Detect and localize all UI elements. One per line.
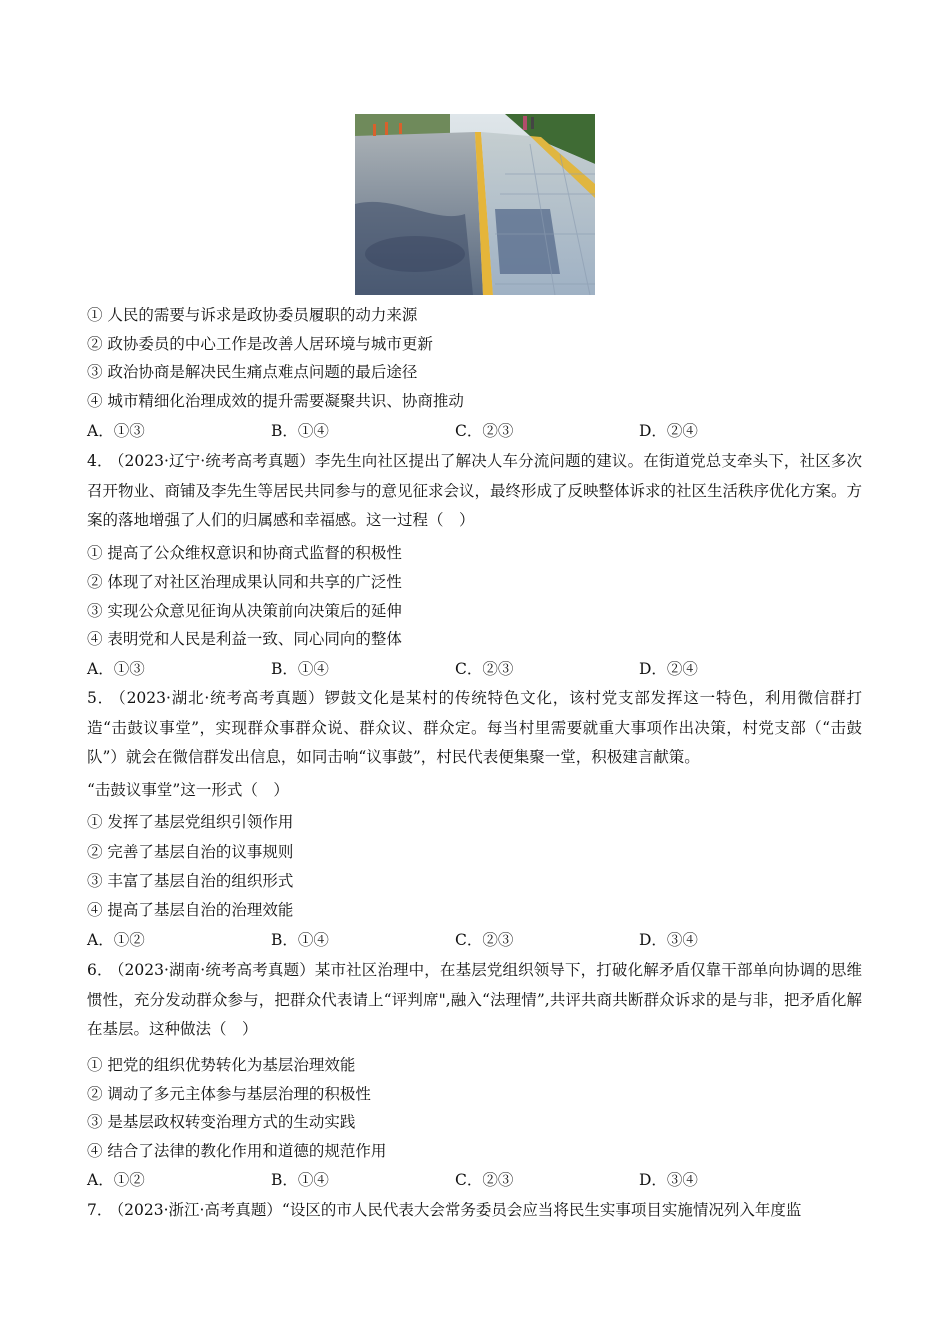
q4-item-1: ① 提高了公众维权意识和协商式监督的积极性 bbox=[87, 544, 402, 562]
q5-item-3: ③ 丰富了基层自治的组织形式 bbox=[87, 872, 294, 890]
q6-item-4: ④ 结合了法律的教化作用和道德的规范作用 bbox=[87, 1142, 387, 1160]
q4-option-d: D．②④ bbox=[639, 660, 698, 678]
q5-option-c: C．②③ bbox=[455, 931, 514, 949]
q7-stem-text: （2023·浙江·高考真题）“设区的市人民代表大会常务委员会应当将民生实事项目实施情况列入年度监 bbox=[116, 1201, 802, 1219]
q6-stem-text: （2023·湖南·统考高考真题）某市社区治理中，在基层党组织领导下，打破化解矛盾仅靠干部单向协调的思维惯性，充分发动群众参与，把群众代表请上“评判席",融入“法理情”,共评共商共断群众诉求的是与非，把矛盾化解在基层。这种做法（ ） bbox=[87, 961, 862, 1038]
q4-option-b: B．①④ bbox=[271, 660, 329, 678]
q3-item-2: ② 政协委员的中心工作是改善人居环境与城市更新 bbox=[87, 335, 433, 353]
q6-item-3: ③ 是基层政权转变治理方式的生动实践 bbox=[87, 1113, 356, 1131]
q4-stem-text: （2023·辽宁·统考高考真题）李先生向社区提出了解决人车分流问题的建议。在街道党总支牵头下，社区多次召开物业、商铺及李先生等居民共同参与的意见征求会议，最终形成了反映整体诉求的社区生活秩序优化方案。方案的落地增强了人们的归属感和幸福感。这一过程（ ） bbox=[87, 452, 863, 529]
q6-item-1: ① 把党的组织优势转化为基层治理效能 bbox=[87, 1056, 356, 1074]
q5-item-2: ② 完善了基层自治的议事规则 bbox=[87, 843, 294, 861]
q6-option-d: D．③④ bbox=[639, 1171, 698, 1189]
q5-item-4: ④ 提高了基层自治的治理效能 bbox=[87, 901, 294, 919]
q4-item-2: ② 体现了对社区治理成果认同和共享的广泛性 bbox=[87, 573, 402, 591]
q6-option-c: C．②③ bbox=[455, 1171, 514, 1189]
q5-stem-last: “击鼓议事堂”这一形式（ ） bbox=[87, 781, 289, 799]
q6-item-2: ② 调动了多元主体参与基层治理的积极性 bbox=[87, 1085, 371, 1103]
q4-stem bbox=[87, 447, 862, 536]
street-photo bbox=[355, 114, 595, 295]
q4-option-a: A．①③ bbox=[87, 660, 145, 678]
q3-item-4: ④ 城市精细化治理成效的提升需要凝聚共识、协商推动 bbox=[87, 392, 464, 410]
q3-option-a: A．①③ bbox=[87, 422, 145, 440]
q4-item-3: ③ 实现公众意见征询从决策前向决策后的延伸 bbox=[87, 602, 402, 620]
q7-number: 7． bbox=[87, 1201, 113, 1219]
q5-item-1: ① 发挥了基层党组织引领作用 bbox=[87, 813, 294, 831]
q7-stem bbox=[87, 1196, 862, 1226]
q3-option-d: D．②④ bbox=[639, 422, 698, 440]
q4-item-4: ④ 表明党和人民是利益一致、同心同向的整体 bbox=[87, 630, 402, 648]
q5-stem bbox=[87, 684, 862, 773]
q6-option-b: B．①④ bbox=[271, 1171, 329, 1189]
q5-option-b: B．①④ bbox=[271, 931, 329, 949]
q6-number: 6． bbox=[87, 961, 113, 979]
q4-number: 4． bbox=[87, 452, 113, 470]
q3-item-3: ③ 政治协商是解决民生痛点难点问题的最后途径 bbox=[87, 363, 418, 381]
q3-option-b: B．①④ bbox=[271, 422, 329, 440]
q5-number: 5． bbox=[87, 689, 114, 707]
q5-option-a: A．①② bbox=[87, 931, 145, 949]
q3-option-c: C．②③ bbox=[455, 422, 514, 440]
q6-stem bbox=[87, 956, 862, 1045]
q5-option-d: D．③④ bbox=[639, 931, 698, 949]
q3-item-1: ① 人民的需要与诉求是政协委员履职的动力来源 bbox=[87, 306, 418, 324]
q4-option-c: C．②③ bbox=[455, 660, 514, 678]
q5-stem-text: （2023·湖北·统考高考真题）锣鼓文化是某村的传统特色文化，该村党支部发挥这一特色，利用微信群打造“击鼓议事堂”，实现群众事群众说、群众议、群众定。每当村里需要就重大事项作出决策，村党支部（“击鼓队”）就会在微信群发出信息，如同击响“议事鼓”，村民代表便集聚一堂，积极建言献策。 bbox=[87, 689, 862, 766]
q6-option-a: A．①② bbox=[87, 1171, 145, 1189]
